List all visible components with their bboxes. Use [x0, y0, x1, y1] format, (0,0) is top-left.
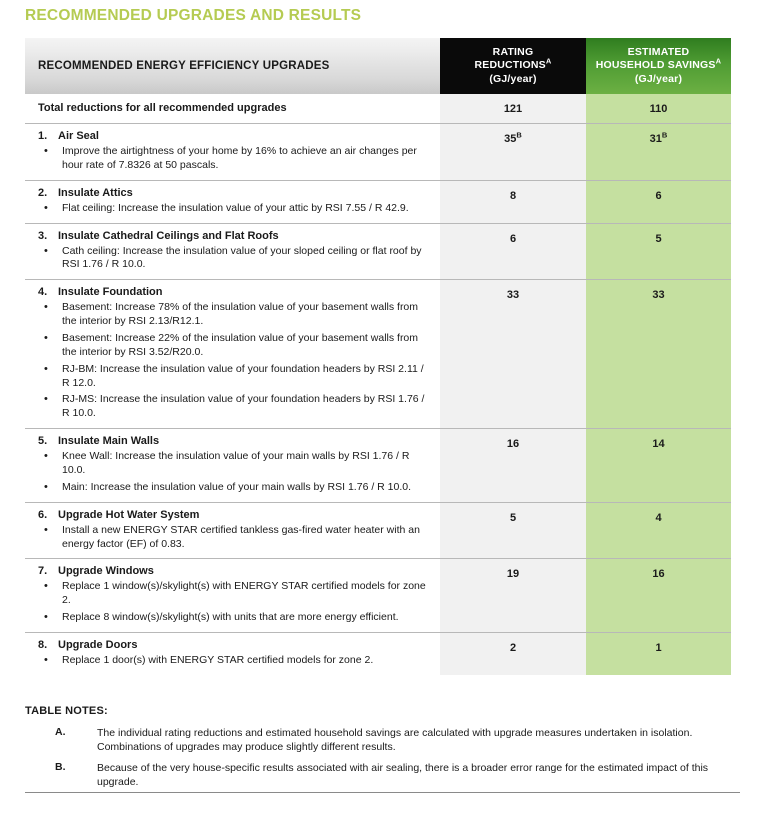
upgrade-bullet: • Basement: Increase 22% of the insulation value of your basement walls from the interior by RSI 3.52/R20.0.: [38, 332, 430, 360]
table-row: [25, 223, 731, 280]
upgrade-heading: [25, 429, 440, 450]
savings-header-units: (GJ/year): [634, 72, 683, 85]
upgrade-heading: [25, 181, 440, 202]
table-row-total: [25, 94, 731, 124]
upgrade-title: Insulate Cathedral Ceilings and Flat Roofs: [58, 229, 279, 242]
upgrades-table-container: [25, 38, 731, 675]
savings-header-line2: HOUSEHOLD SAVINGS: [595, 59, 716, 72]
upgrade-savings-value-cell: [586, 633, 731, 675]
upgrade-savings-value: 33: [652, 289, 665, 302]
rating-superscript: B: [516, 130, 522, 140]
upgrade-bullet: • Basement: Increase 78% of the insulation value of your basement walls from the interior by RSI 2.13/R12.1.: [38, 301, 430, 329]
upgrade-description-cell: [25, 633, 440, 675]
upgrade-heading: [25, 633, 440, 654]
upgrade-bullet-list: [25, 245, 440, 280]
upgrade-title: Air Seal: [58, 130, 99, 142]
table-row: [25, 429, 731, 503]
upgrade-rating-value: 6: [509, 232, 517, 245]
table-header: [25, 38, 731, 94]
upgrade-savings-value-cell: [586, 429, 731, 503]
savings-header-superscript: A: [715, 56, 722, 66]
upgrade-savings-value: 16: [652, 568, 665, 581]
upgrade-bullet: • Improve the airtightness of your home by 16% to achieve an air changes per hour rate of 7.8326 at 50 pascals.: [38, 145, 430, 173]
table-row: [25, 124, 731, 181]
upgrade-bullet: • Flat ceiling: Increase the insulation value of your attic by RSI 7.55 / R 42.9.: [38, 202, 430, 216]
upgrade-savings-value: 31: [649, 133, 662, 145]
upgrade-title: Insulate Attics: [58, 186, 133, 199]
upgrade-savings-value: 5: [655, 232, 662, 245]
upgrade-bullet: • RJ-BM: Increase the insulation value of your foundation headers by RSI 2.11 / R 12.0.: [38, 363, 430, 391]
upgrade-savings-value: 4: [655, 511, 662, 524]
upgrade-heading: [25, 124, 440, 145]
savings-header-line1: ESTIMATED: [627, 45, 690, 58]
upgrade-bullet-list: [25, 202, 440, 223]
table-note-text: Because of the very house-specific results associated with air sealing, there is a broader error range for the estimated impact of this upgrade.: [97, 762, 709, 789]
upgrade-description-cell: [25, 223, 440, 280]
upgrade-bullet: • Replace 1 window(s)/skylight(s) with ENERGY STAR certified models for zone 2.: [38, 580, 430, 608]
upgrade-bullet-list: [25, 580, 440, 632]
upgrade-rating-value-cell: [440, 429, 586, 503]
table-row: [25, 633, 731, 675]
upgrade-savings-value-cell: [586, 280, 731, 429]
upgrade-rating-value: 33: [506, 289, 520, 302]
upgrade-bullet-list: [25, 450, 440, 502]
upgrade-description-cell: [25, 429, 440, 503]
upgrade-rating-value-cell: [440, 223, 586, 280]
total-rating-value: 121: [440, 94, 586, 124]
upgrade-number: 5.: [38, 435, 48, 448]
bottom-divider: [25, 792, 740, 793]
table-note: [25, 761, 740, 789]
upgrade-rating-value: 8: [509, 189, 517, 202]
upgrade-description-cell: [25, 559, 440, 633]
rating-header-units: (GJ/year): [489, 72, 537, 85]
upgrade-savings-value: 14: [652, 438, 665, 451]
upgrade-description-cell: [25, 180, 440, 223]
upgrade-rating-value-cell: [440, 633, 586, 675]
upgrade-savings-value-cell: [586, 502, 731, 559]
page-title: RECOMMENDED UPGRADES AND RESULTS: [25, 7, 362, 24]
upgrade-description-cell: [25, 124, 440, 181]
upgrade-number: 3.: [38, 229, 48, 242]
upgrade-number: 7.: [38, 565, 48, 578]
upgrade-heading: [25, 503, 440, 524]
upgrade-bullet: • Knee Wall: Increase the insulation value of your main walls by RSI 1.76 / R 10.0.: [38, 450, 430, 478]
rating-header-line2: REDUCTIONS: [474, 59, 546, 72]
upgrade-rating-value: 16: [506, 438, 520, 451]
upgrade-number: 2.: [38, 186, 48, 199]
upgrade-savings-value: 1: [655, 642, 662, 655]
upgrade-savings-value-cell: [586, 180, 731, 223]
upgrade-rating-value: 19: [506, 568, 520, 581]
upgrade-number: 4.: [38, 286, 48, 299]
table-row: [25, 180, 731, 223]
upgrade-title: Upgrade Doors: [58, 639, 138, 652]
upgrade-savings-value-cell: [586, 223, 731, 280]
upgrade-bullet-list: [25, 301, 440, 428]
table-note: [25, 726, 740, 754]
table-note-key: B.: [55, 761, 66, 774]
upgrade-rating-value-cell: [440, 124, 586, 181]
column-header-estimated-savings: [586, 38, 731, 94]
upgrade-number: 8.: [38, 639, 48, 652]
column-header-description: RECOMMENDED ENERGY EFFICIENCY UPGRADES: [25, 38, 440, 94]
upgrade-rating-value-cell: [440, 502, 586, 559]
upgrade-description-cell: [25, 502, 440, 559]
table-row: [25, 559, 731, 633]
upgrade-title: Insulate Main Walls: [58, 435, 160, 448]
table-note-key: A.: [55, 726, 66, 738]
table-note-text: The individual rating reductions and estimated household savings are calculated with upgrade measures undertaken in isolation. Combinations of upgrades may produce slightly different results.: [97, 727, 693, 754]
table-notes-title: TABLE NOTES:: [25, 705, 108, 717]
upgrade-bullet: • Replace 1 door(s) with ENERGY STAR certified models for zone 2.: [38, 654, 430, 668]
upgrade-number: 6.: [38, 508, 48, 521]
upgrade-heading: [25, 559, 440, 580]
table-notes-list: [25, 726, 740, 789]
upgrade-savings-value-cell: [586, 124, 731, 181]
upgrade-title: Upgrade Windows: [58, 565, 154, 578]
rating-header-superscript: A: [545, 56, 552, 66]
upgrade-heading: [25, 224, 440, 245]
savings-superscript: B: [661, 130, 668, 140]
upgrade-title: Upgrade Hot Water System: [58, 508, 200, 521]
upgrade-bullet: • Replace 8 window(s)/skylight(s) with units that are more energy efficient.: [38, 611, 430, 625]
upgrade-savings-value-cell: [586, 559, 731, 633]
total-label: Total reductions for all recommended upgrades: [38, 102, 287, 114]
upgrade-title: Insulate Foundation: [58, 286, 163, 299]
upgrade-description-cell: [25, 280, 440, 429]
upgrade-bullet: • RJ-MS: Increase the insulation value of your foundation headers by RSI 1.76 / R 10.0.: [38, 393, 430, 421]
table-notes: [25, 705, 740, 796]
upgrade-bullet: • Install a new ENERGY STAR certified tankless gas-fired water heater with an energy factor (EF) of 0.83.: [38, 524, 430, 552]
upgrade-rating-value-cell: [440, 180, 586, 223]
column-header-rating-reductions: [440, 38, 586, 94]
recommended-upgrades-table: [25, 38, 731, 675]
upgrade-savings-value: 6: [655, 189, 662, 202]
upgrade-rating-value: 2: [509, 642, 517, 655]
table-row: [25, 280, 731, 429]
upgrade-rating-value: 5: [509, 511, 517, 524]
upgrade-bullet: • Main: Increase the insulation value of your main walls by RSI 1.76 / R 10.0.: [38, 481, 430, 495]
upgrade-bullet-list: [25, 145, 440, 180]
upgrade-rating-value: 35: [504, 133, 517, 145]
upgrade-number: 1.: [38, 130, 48, 142]
total-description-cell: [25, 94, 440, 124]
upgrade-bullet-list: [25, 524, 440, 559]
upgrade-heading: [25, 280, 440, 301]
upgrade-rating-value-cell: [440, 280, 586, 429]
table-body: [25, 94, 731, 675]
upgrade-bullet: • Cath ceiling: Increase the insulation value of your sloped ceiling or flat roof by RSI 1.76 / R 10.0.: [38, 245, 430, 273]
upgrade-bullet-list: [25, 654, 440, 675]
upgrade-rating-value-cell: [440, 559, 586, 633]
total-savings-value: 110: [586, 94, 731, 124]
header-row: [25, 38, 731, 94]
rating-header-line1: RATING: [492, 45, 534, 58]
table-row: [25, 502, 731, 559]
